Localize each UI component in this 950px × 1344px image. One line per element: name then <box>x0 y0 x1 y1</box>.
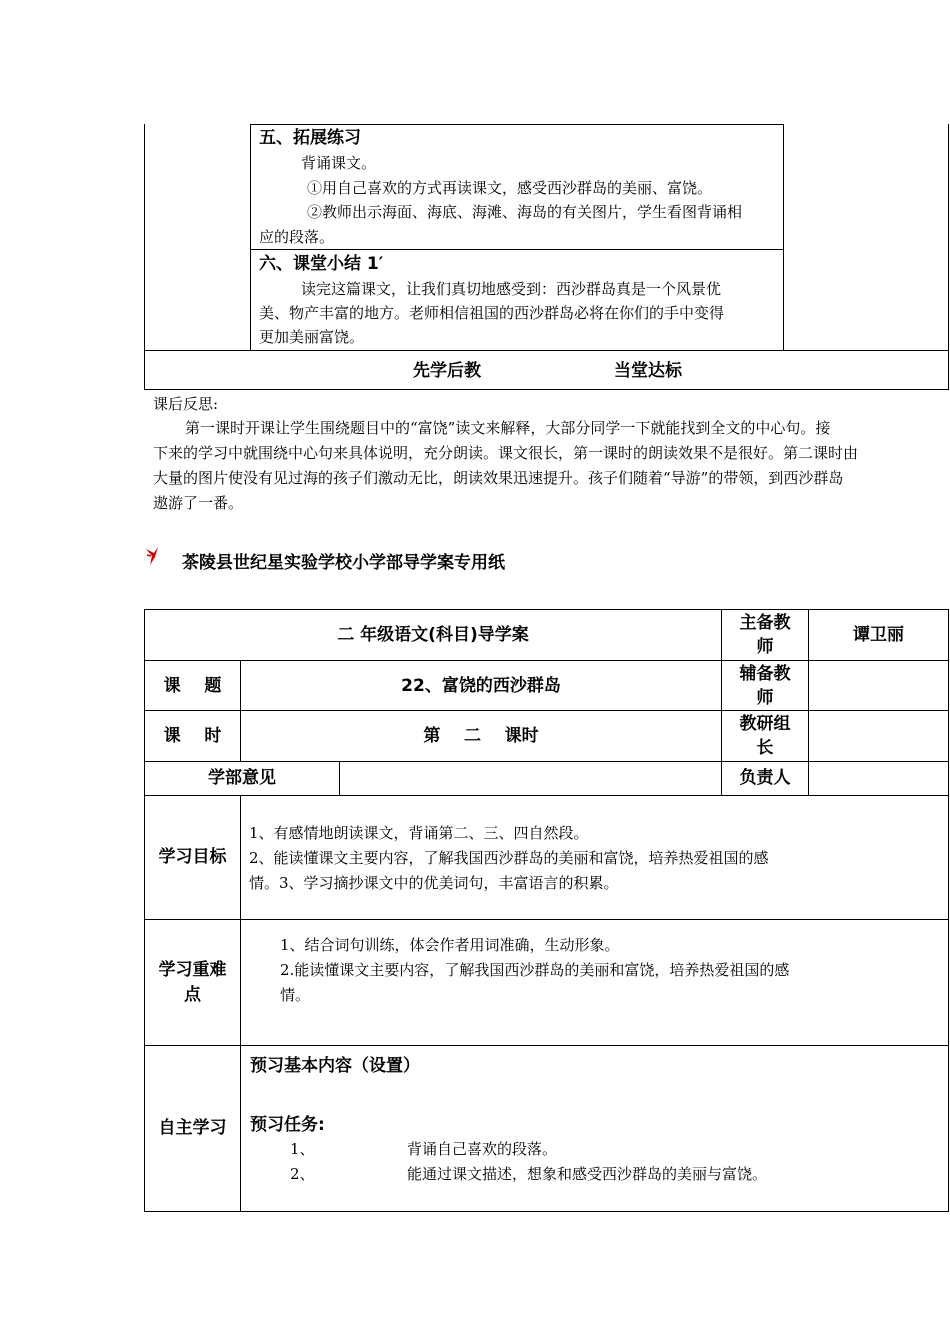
self-study-label: 自主学习 <box>158 1118 227 1138</box>
reflection-line: 遨游了一番。 <box>153 494 244 512</box>
key-points-line: 情。 <box>280 986 311 1004</box>
plan-subject: 二 年级语文(科目)导学案 <box>337 625 529 645</box>
section6-line: 更加美丽富饶。 <box>259 328 365 346</box>
reflection-label: 课后反思: <box>153 395 219 413</box>
task-title: 预习任务: <box>250 1115 325 1135</box>
reflection-line: 下来的学习中就围绕中心句来具体说明，充分朗读。课文很长，第一课时的朗读效果不是很好。第二课时由 <box>153 444 859 462</box>
owner-label: 负责人 <box>739 768 791 788</box>
section5-title: 五、拓展练习 <box>259 128 361 148</box>
period-label: 课 时 <box>163 726 222 746</box>
goals-line: 1、有感情地朗读课文，背诵第二、三、四自然段。 <box>249 824 589 842</box>
footer-right-label: 当堂达标 <box>614 361 682 381</box>
section6-line: 读完这篇课文，让我们真切地感受到：西沙群岛真是一个风景优 <box>301 280 722 298</box>
assist-teacher-label: 师 <box>756 688 774 708</box>
research-leader-label: 教研组 <box>739 714 791 734</box>
section5-line: ①用自己喜欢的方式再读课文，感受西沙群岛的美丽、富饶。 <box>307 179 713 197</box>
goals-line: 2、能读懂课文主要内容，了解我国西沙群岛的美丽和富饶，培养热爱祖国的感 <box>249 849 769 867</box>
key-points-label: 点 <box>184 985 201 1005</box>
section5-line: ②教师出示海面、海底、海滩、海岛的有关图片，学生看图背诵相 <box>307 203 743 221</box>
goals-label: 学习目标 <box>158 847 227 867</box>
main-teacher-name: 谭卫丽 <box>853 625 904 645</box>
topic-label: 课 题 <box>163 676 222 696</box>
section5-line: 背诵课文。 <box>301 154 377 172</box>
reflection-line: 大量的图片使没有见过海的孩子们激动无比，朗读效果迅速提升。孩子们随着“导游”的带领，到西沙群岛 <box>153 469 844 487</box>
reflection-line: 第一课时开课让学生围绕题目中的“富饶”读文来解释，大部分同学一下就能找到全文的中心句。接 <box>185 419 831 437</box>
key-points-label: 学习重难 <box>158 960 227 980</box>
section6-title: 六、课堂小结 1′ <box>259 254 384 274</box>
school-logo <box>144 545 160 567</box>
dept-opinion-label: 学部意见 <box>208 768 276 788</box>
assist-teacher-label: 辅备教 <box>739 664 791 684</box>
task-item: 背诵自己喜欢的段落。 <box>407 1140 558 1158</box>
footer-left-label: 先学后教 <box>413 361 481 381</box>
task-number: 1、 <box>290 1140 315 1158</box>
preview-title: 预习基本内容（设置） <box>250 1056 420 1076</box>
period-value: 第 二 课时 <box>423 726 539 746</box>
main-teacher-label: 师 <box>756 637 774 657</box>
key-points-line: 2.能读懂课文主要内容，了解我国西沙群岛的美丽和富饶，培养热爱祖国的感 <box>280 961 790 979</box>
key-points-line: 1、结合词句训练，体会作者用词准确，生动形象。 <box>280 936 620 954</box>
task-number: 2、 <box>290 1165 315 1183</box>
section5-line: 应的段落。 <box>259 228 335 246</box>
main-teacher-label: 主备教 <box>739 613 791 633</box>
section6-line: 美、物产丰富的地方。老师相信祖国的西沙群岛必将在你们的手中变得 <box>259 304 725 322</box>
school-header: 茶陵县世纪星实验学校小学部导学案专用纸 <box>182 553 505 573</box>
task-item: 能通过课文描述，想象和感受西沙群岛的美丽与富饶。 <box>407 1165 768 1183</box>
research-leader-label: 长 <box>756 738 774 758</box>
goals-line: 情。3、学习摘抄课文中的优美词句，丰富语言的积累。 <box>249 874 619 892</box>
topic-title: 22、富饶的西沙群岛 <box>401 676 561 696</box>
